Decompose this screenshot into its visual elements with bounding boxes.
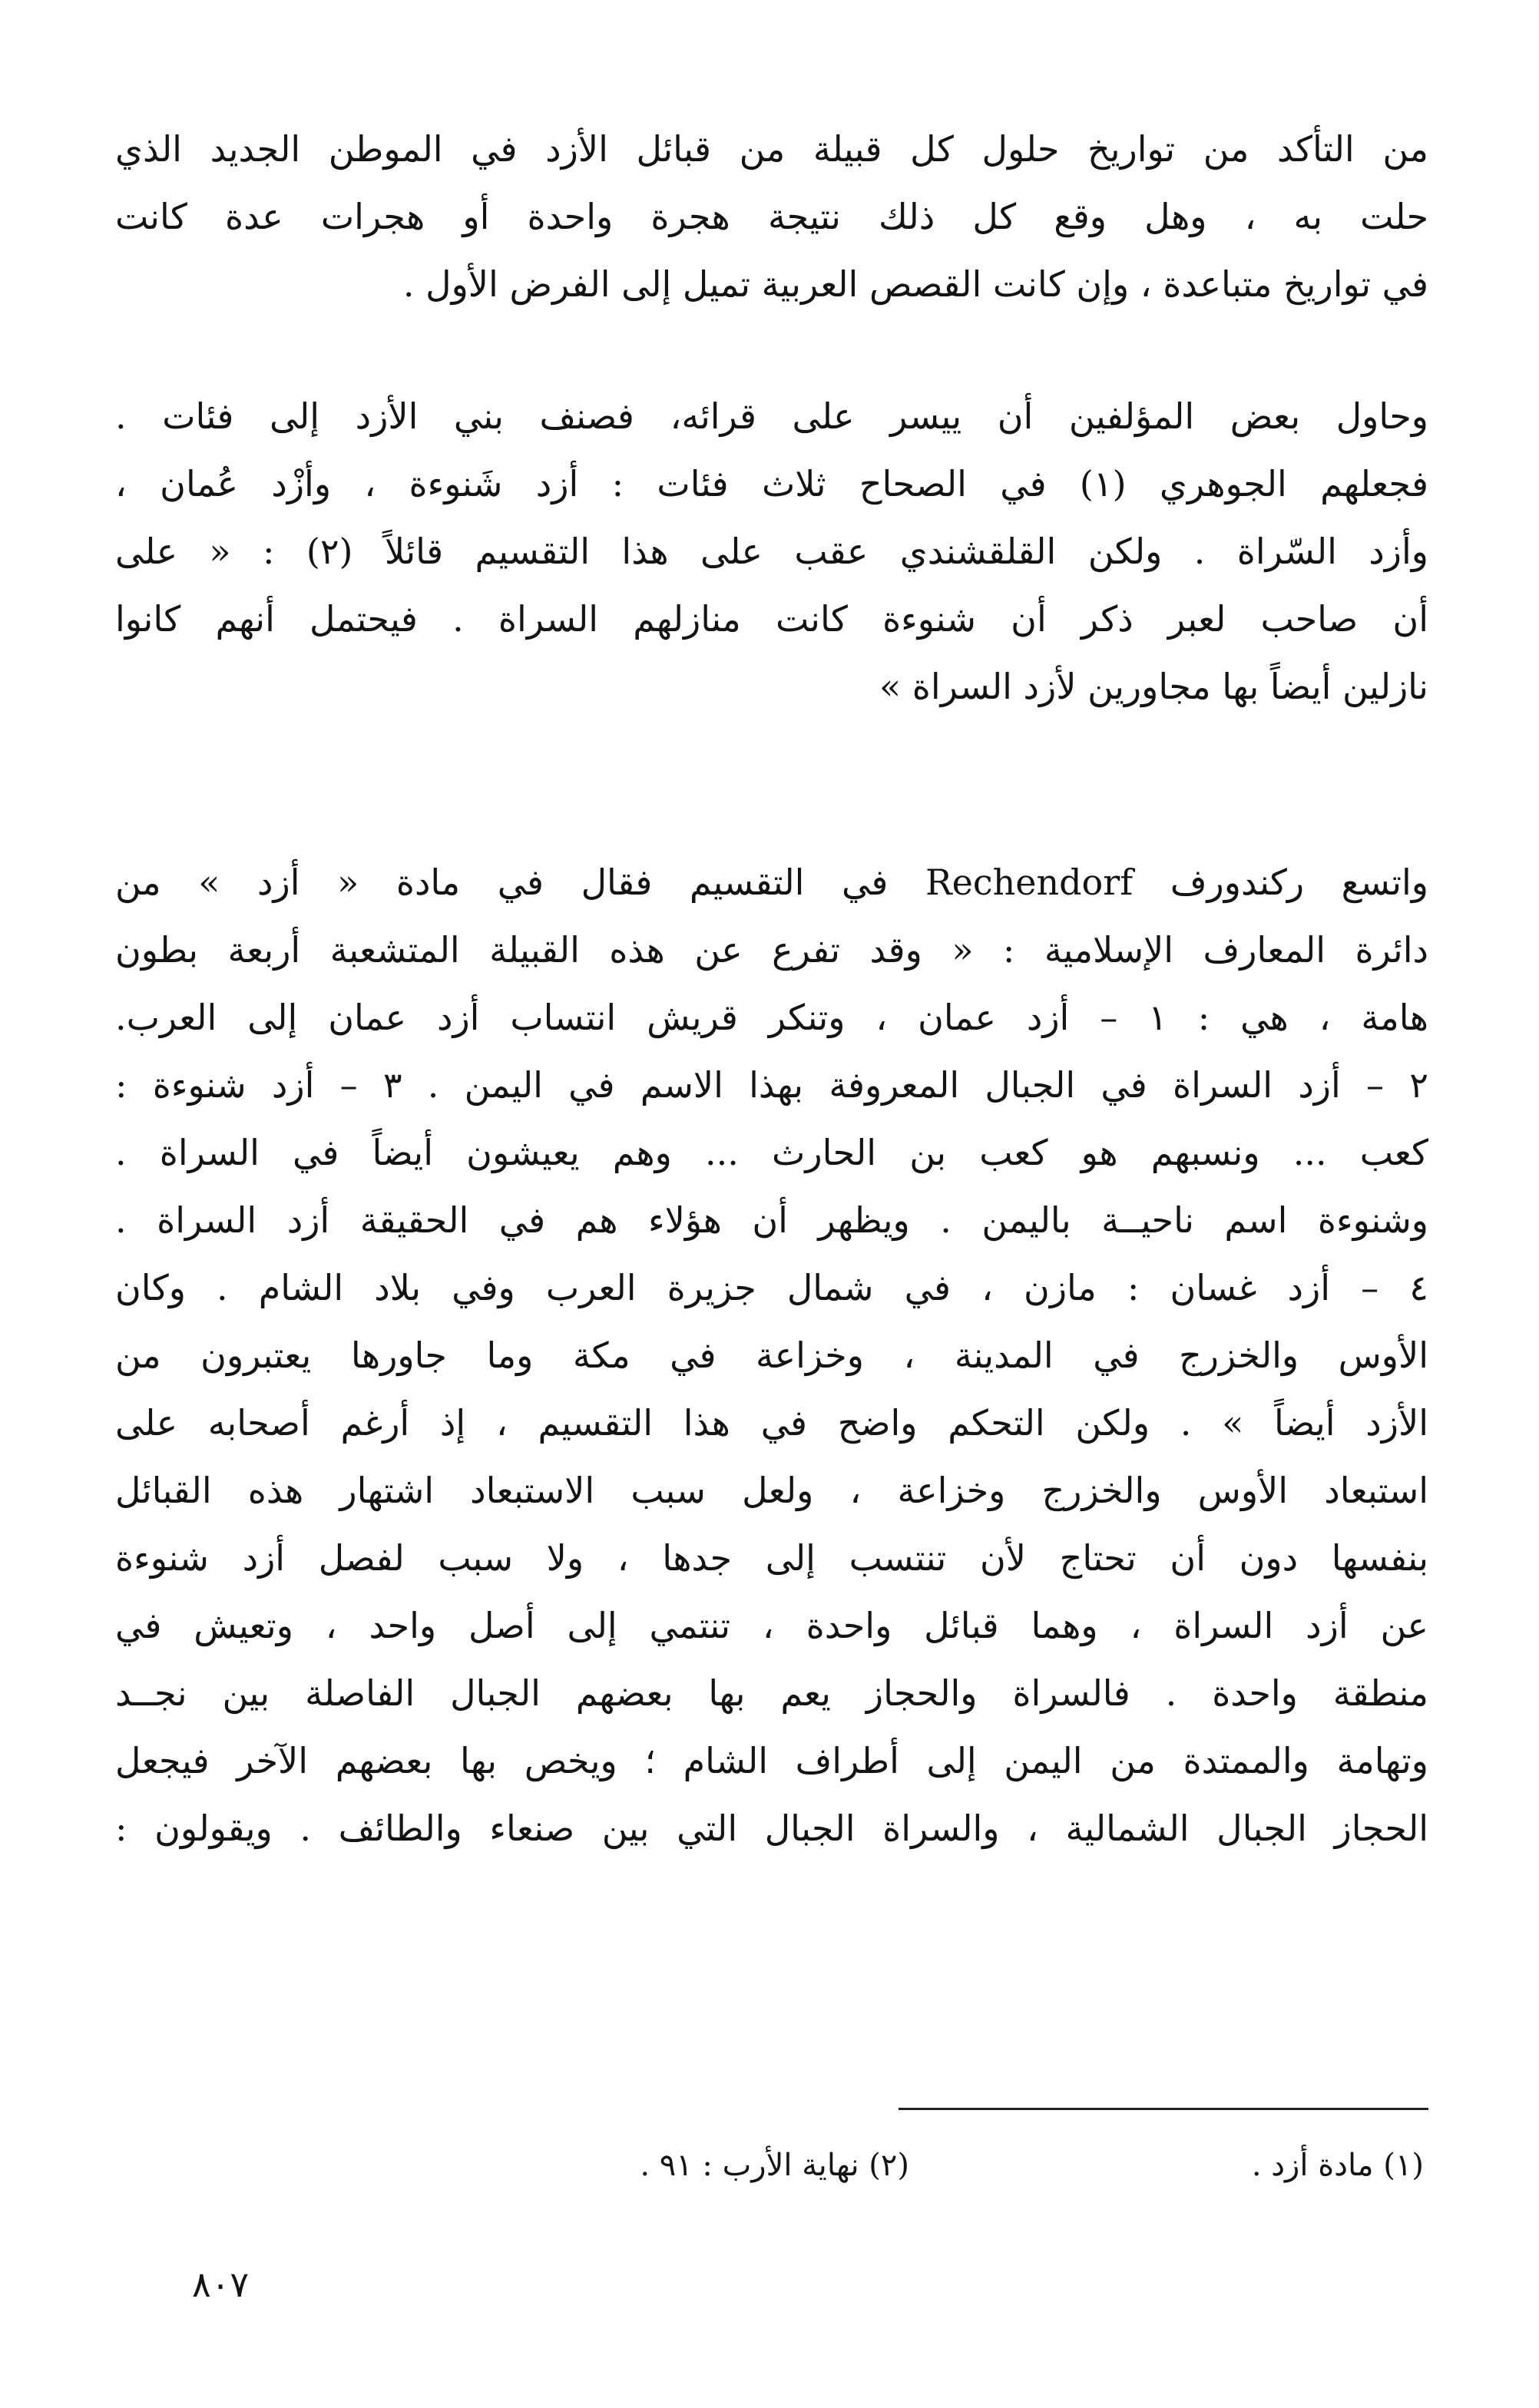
text-line: دائرة المعارف الإسلامية : « وقد تفرع عن هذه القبيلة المتشعبة أربعة بطون	[115, 929, 1428, 971]
text-line: بنفسها دون أن تحتاج لأن تنتسب إلى جدها ، ولا سبب لفصل أزد شنوءة	[115, 1537, 1428, 1579]
text-line: الأزد أيضاً » . ولكن التحكم واضح في هذا التقسيم ، إذ أرغم أصحابه على	[115, 1402, 1428, 1444]
text-line: ٢ – أزد السراة في الجبال المعروفة بهذا الاسم في اليمن . ٣ – أزد شنوءة :	[115, 1064, 1428, 1106]
footnote-divider	[899, 2108, 1428, 2110]
text-line: منطقة واحدة . فالسراة والحجاز يعم بها بعضهم الجبال الفاصلة بين نجــد	[115, 1672, 1428, 1714]
text-line: فجعلهم الجوهري (١) في الصحاح ثلاث فئات : أزد شَنوءة ، وأزْد عُمان ،	[115, 463, 1428, 504]
text-line: كعب ... ونسبهم هو كعب بن الحارث ... وهم يعيشون أيضاً في السراة .	[115, 1132, 1428, 1173]
text-line: وشنوءة اسم ناحيــة باليمن . ويظهر أن هؤلاء هم في الحقيقة أزد السراة .	[115, 1199, 1428, 1241]
text-line: واتسع ركندورف Rechendorf في التقسيم فقال في مادة « أزد » من	[115, 862, 1428, 903]
text-line: عن أزد السراة ، وهما قبائل واحدة ، تنتمي إلى أصل واحد ، وتعيش في	[115, 1605, 1428, 1646]
text-line: الأوس والخزرج في المدينة ، وخزاعة في مكة وما جاورها يعتبرون من	[115, 1335, 1428, 1376]
page-number: ٨٠٧	[192, 2264, 250, 2305]
text-line: هامة ، هي : ١ – أزد عمان ، وتنكر قريش انتساب أزد عمان إلى العرب.	[115, 997, 1428, 1038]
footnote-2: (٢) نهاية الأرب : ٩١ .	[640, 2148, 909, 2183]
text-line: وأزد السّراة . ولكن القلقشندي عقب على هذا التقسيم قائلاً (٢) : « على	[115, 531, 1428, 572]
text-line: الحجاز الجبال الشمالية ، والسراة الجبال التي بين صنعاء والطائف . ويقولون :	[115, 1808, 1428, 1849]
text-line: ٤ – أزد غسان : مازن ، في شمال جزيرة العرب وفي بلاد الشام . وكان	[115, 1267, 1428, 1308]
paragraph-3	[115, 848, 1428, 1862]
paragraph-1	[115, 115, 1428, 318]
text-line: استبعاد الأوس والخزرج وخزاعة ، ولعل سبب الاستبعاد اشتهار هذه القبائل	[115, 1470, 1428, 1511]
text-line: نازلين أيضاً بها مجاورين لأزد السراة »	[879, 666, 1428, 707]
footnote-1: (١) مادة أزد .	[1251, 2148, 1424, 2183]
text-line: حلت به ، وهل وقع كل ذلك نتيجة هجرة واحدة أو هجرات عدة كانت	[115, 196, 1428, 237]
text-line: من التأكد من تواريخ حلول كل قبيلة من قبائل الأزد في الموطن الجديد الذي	[115, 128, 1428, 170]
text-line: وحاول بعض المؤلفين أن ييسر على قرائه، فصنف بني الأزد إلى فئات .	[115, 395, 1428, 437]
paragraph-2	[115, 382, 1428, 720]
text-line: وتهامة والممتدة من اليمن إلى أطراف الشام ؛ ويخص بها بعضهم الآخر فيجعل	[115, 1740, 1428, 1781]
text-line: أن صاحب لعبر ذكر أن شنوءة كانت منازلهم السراة . فيحتمل أنهم كانوا	[115, 598, 1428, 640]
text-line: في تواريخ متباعدة ، وإن كانت القصص العربية تميل إلى الفرض الأول .	[402, 263, 1428, 305]
